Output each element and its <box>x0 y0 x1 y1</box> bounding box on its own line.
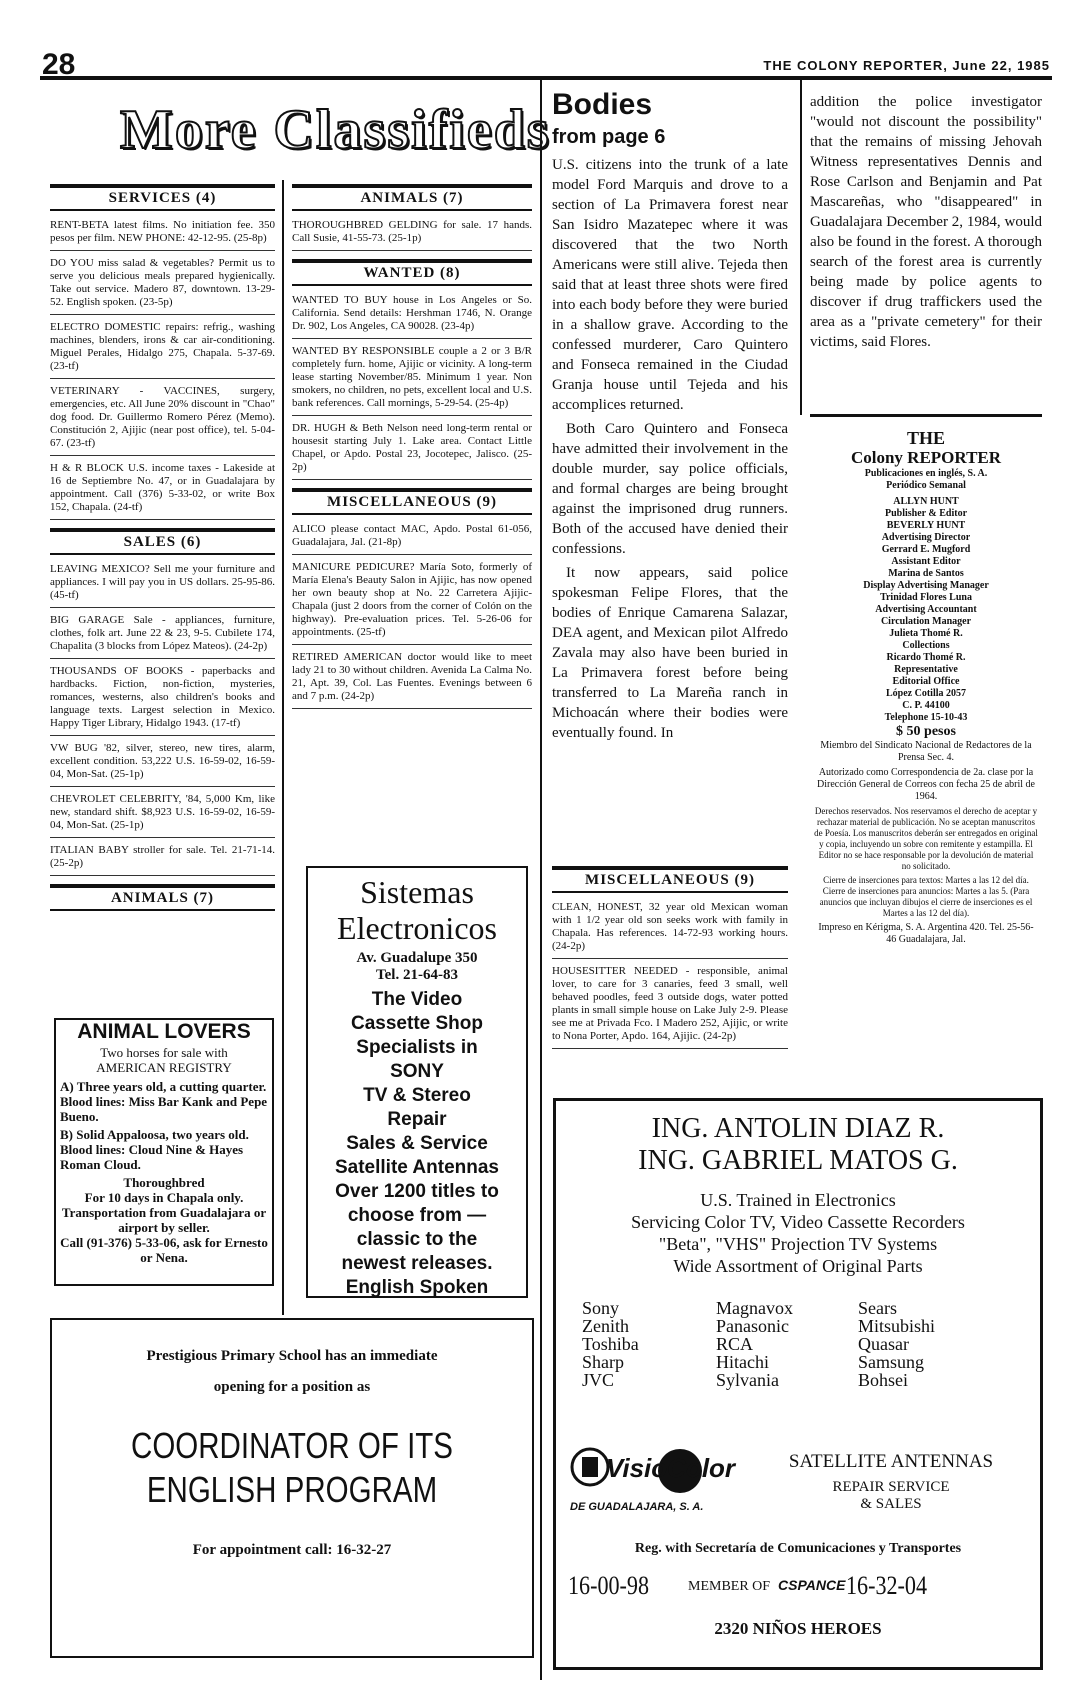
brand: Bohsei <box>858 1370 909 1390</box>
column-rule <box>282 180 284 1315</box>
school-ad-phone: For appointment call: 16-32-27 <box>192 1542 392 1558</box>
top-rule <box>40 76 1052 80</box>
sistemas-address: Av. Guadalupe 350 <box>356 950 478 966</box>
ad-line: Servicing Color TV, Video Cassette Recorders <box>631 1212 965 1232</box>
visiocolor-logo-sub: DE GUADALAJARA, S. A. <box>570 1501 704 1513</box>
school-ad-headline: COORDINATOR OF ITS <box>130 1425 454 1466</box>
classified-ad: VW BUG '82, silver, stereo, new tires, alarm, excellent condition. 53,222 U.S. 16-59-02, 16-59-04, Mon-Sat. (25-1p) <box>50 742 275 787</box>
phone-number: 16-32-04 <box>846 1571 928 1600</box>
sistemas-line: Satellite Antennas <box>334 1157 499 1178</box>
brand: Sylvania <box>716 1370 779 1390</box>
masthead-line: Periódico Semanal <box>886 480 966 491</box>
masthead-the: THE <box>906 428 945 448</box>
masthead-line: Autorizado como Correspondencia de 2a. clase por la Dirección General de Correos con fecha 25 de abril de 1964. <box>817 767 1035 802</box>
ad-address: 2320 NIÑOS HEROES <box>714 1619 882 1638</box>
masthead-line: ALLYN HUNT <box>893 496 959 507</box>
canitec-logo: CSPANCE <box>778 1577 846 1593</box>
brand-list <box>858 1299 935 1389</box>
bodies-article-continued <box>810 92 1042 356</box>
classified-ad: WANTED TO BUY house in Los Angeles or So. California. Send details: Hershman 1746, N. Orange Dr. 902, Los Angeles, CA 90028. (23-4p) <box>292 294 532 339</box>
brand-list <box>716 1299 793 1389</box>
masthead-line: Advertising Accountant <box>875 604 977 615</box>
classified-ad: LEAVING MEXICO? Sell me your furniture and appliances. I will pay you in US dollars. 25-95-86. (45-tf) <box>50 563 275 608</box>
visiocolor-ad <box>553 1098 1043 1670</box>
sistemas-line: Over 1200 titles to <box>335 1181 499 1202</box>
classified-ad: BIG GARAGE Sale - appliances, furniture, clothes, folk art. June 22 & 23, 9-5. Cubilete 174, Chapalita (3 blocks from López Mateos). (24-2p) <box>50 614 275 659</box>
masthead-line: Display Advertising Manager <box>863 580 989 591</box>
sistemas-line: newest releases. <box>341 1253 493 1274</box>
sistemas-line: Cassette Shop <box>351 1013 483 1034</box>
miscellaneous-heading: MISCELLANEOUS (9) <box>292 488 532 515</box>
animal-lovers-ad <box>54 1018 274 1286</box>
masthead-line: Marina de Santos <box>888 568 964 579</box>
article-paragraph: Both Caro Quintero and Fonseca have admitted their involvement in the double murder, say police officials, and formal charges are being brought against the imprisoned drug runners. Both of the accused have denied their confessions. <box>552 421 788 557</box>
sistemas-line: English Spoken <box>345 1277 489 1298</box>
ad-line: "Beta", "VHS" Projection TV Systems <box>658 1234 938 1254</box>
brand: Sharp <box>582 1352 624 1372</box>
brand: Toshiba <box>582 1334 639 1354</box>
article-paragraph: It now appears, said police spokesman Felipe Flores, that the bodies of Enrique Camarena Salazar, DEA agent, and Mexican pilot Alfredo Zavala may also have been buried in La Primavera forest before being transferred to La Mareña ranch in Michoacán where their bodies were eventually found. In <box>552 565 788 741</box>
ad-line: REPAIR SERVICE <box>832 1479 950 1495</box>
article-paragraph: addition the police investigator "would not discount the possibility" that the remains of missing Jehovah Witness representatives Dennis and Rose Carlson and Benjamin and Pat Mascareñas, who "disappeared" in Guadalajara December 2, 1984, would also be found in the forest. A thorough search of the forest area is currently being made by police agents to discover if drug traffickers used the area as a "private cemetery" for their victims, said Flores. <box>810 94 1042 350</box>
classified-ad: THOROUGHBRED GELDING for sale. 17 hands. Call Susie, 41-55-73. (25-1p) <box>292 219 532 251</box>
ad-line: Wide Assortment of Original Parts <box>673 1256 923 1276</box>
sistemas-line: choose from — <box>347 1205 487 1226</box>
masthead-line: Publicaciones en inglés, S. A. <box>864 468 988 479</box>
article-title: Bodies <box>552 88 653 121</box>
classified-ad: ELECTRO DOMESTIC repairs: refrig., washing machines, blenders, irons & car air-conditioning. Miguel Perales, Hidalgo 275, Chapala. 5-37-69. (23-tf) <box>50 321 275 379</box>
animal-lovers-title: ANIMAL LOVERS <box>77 1020 251 1043</box>
ad-line: SATELLITE ANTENNAS <box>788 1451 994 1472</box>
sistemas-electronicos-ad <box>306 866 528 1298</box>
masthead-name: Colony REPORTER <box>850 448 1002 467</box>
animal-lovers-item: A) Three years old, a cutting quarter. Blood lines: Miss Bar Kank and Pepe Bueno. <box>60 1079 268 1124</box>
column-2 <box>292 176 532 715</box>
brand: Sears <box>858 1298 897 1318</box>
classified-ad: DR. HUGH & Beth Nelson need long-term rental or housesit starting July 1. Lake area. Contact Little Chapel, or Apdo. Postal 23, Jocotepec, Jalisco. (25-2p) <box>292 422 532 480</box>
visiocolor-logo <box>568 1431 738 1521</box>
ad-line: Reg. with Secretaría de Comunicaciones y Transportes <box>634 1541 962 1556</box>
classifieds-title: More Classifieds <box>120 99 551 161</box>
miscellaneous-heading: MISCELLANEOUS (9) <box>552 866 788 893</box>
masthead-line: Assistant Editor <box>891 556 961 567</box>
page-number: 28 <box>42 48 76 81</box>
masthead-line: Circulation Manager <box>880 616 972 627</box>
animal-lovers-line: Call (91-376) 5-33-06, ask for Ernesto or Nena. <box>60 1235 268 1265</box>
brand-list <box>582 1299 639 1389</box>
brand: Hitachi <box>716 1352 769 1372</box>
sistemas-line: classic to the <box>356 1229 478 1250</box>
animal-lovers-item: B) Solid Appaloosa, two years old. Blood lines: Cloud Nine & Hayes Roman Cloud. <box>60 1127 249 1172</box>
classified-ad: MANICURE PEDICURE? María Soto, formerly of María Elena's Beauty Salon in Ajijic, has now opened her own beauty shop at No. 22 Carretera Ajijic-Chapala (just 2 doors from the corner of Colón on the highway). Pre-evaluation prices. Tel. 5-26-06 for appointments. (25-tf) <box>292 561 532 645</box>
engineer-name: ING. GABRIEL MATOS G. <box>638 1145 958 1176</box>
masthead-line: Impreso en Kérigma, S. A. Argentina 420. Tel. 25-56-46 Guadalajara, Jal. <box>818 922 1034 945</box>
services-heading: SERVICES (4) <box>50 184 275 211</box>
column-1 <box>50 176 275 919</box>
classified-ad: CLEAN, HONEST, 32 year old Mexican woman with 1 1/2 year old son seeks work with family in Chapala. Has references. 14-72-93 working hours. (24-2p) <box>552 901 788 959</box>
rule <box>810 414 1042 417</box>
classified-ad: HOUSESITTER NEEDED - responsible, animal lover, to care for 3 canaries, feed 3 small, well behaved poodles, feed 3 outside dogs, water potted plants in small simple house on Lake July 2-9. Please see me at Privada Fco. I Madero 252, Ajijic, or write to Nona Porter, Apdo. 164, Ajijic. (24-2p) <box>552 965 788 1049</box>
masthead-line: Miembro del Sindicato Nacional de Redactores de la Prensa Sec. 4. <box>820 740 1032 763</box>
brand: Quasar <box>858 1334 909 1354</box>
column-3-classifieds <box>552 858 788 1055</box>
school-ad-line: Prestigious Primary School has an immediate <box>146 1348 438 1364</box>
masthead-price: $ 50 pesos <box>896 724 956 739</box>
masthead-line: Publisher & Editor <box>884 508 968 519</box>
masthead-line: Derechos reservados. Nos reservamos el derecho de aceptar y rechazar material de publicación. No se aceptan manuscritos de Poesía. Los manuscritos deberán ser entregados en original y copia, incluyendo un sobre con remitente y estampilla. El Editor no se hace responsable por la devolución de material no solicitado. <box>814 806 1038 871</box>
masthead-line: Cierre de inserciones para textos: Martes a las 12 del día. Cierre de inserciones para anuncios: Martes a las 5. (Para anuncios que incluyan dibujos el cierre de inserciones es el Martes a las 12 del día). <box>819 875 1033 918</box>
classified-ad: H & R BLOCK U.S. income taxes - Lakeside at 16 de Septiembre No. 47, or in Guadalajara by appointment. Call (376) 5-33-02, or write Box 152, Chapala. (24-tf) <box>50 462 275 520</box>
masthead <box>814 428 1038 946</box>
animal-lovers-line: AMERICAN REGISTRY <box>96 1060 232 1075</box>
sistemas-line: SONY <box>390 1061 444 1082</box>
sistemas-line: Sales & Service <box>346 1133 488 1154</box>
bodies-article <box>552 88 788 747</box>
masthead-line: Collections <box>902 640 950 651</box>
article-subtitle: from page 6 <box>552 126 666 148</box>
masthead-line: López Cotilla 2057 <box>886 688 966 699</box>
classified-ad: VETERINARY - VACCINES, surgery, emergencies, etc. All June 20% discount in "Chao" dog food. Dr. Guillermo Romero Pérez (Memo). Constitución 2, Ajijic (near post office), tel. 5-04-67. (23-tf) <box>50 385 275 456</box>
brand: Sony <box>582 1298 620 1318</box>
classified-ad: WANTED BY RESPONSIBLE couple a 2 or 3 B/R completely furn. home, Ajijic or vicinity. A long-term lease starting November/85. Minimum 1 year. Non smokers, no children, no pets, excellent local and U.S. bank references. Call mornings, 5-29-54. (25-4p) <box>292 345 532 416</box>
classified-ad: RENT-BETA latest films. No initiation fee. 350 pesos per film. NEW PHONE: 42-12-95. (25-8p) <box>50 219 275 251</box>
brand: Zenith <box>582 1316 629 1336</box>
animal-lovers-line: Two horses for sale with <box>100 1045 228 1060</box>
brand: RCA <box>716 1334 754 1354</box>
classified-ad: THOUSANDS OF BOOKS - paperbacks and hardbacks. Fiction, non-fiction, mysteries, romances, westerns, also children's books and language texts. Largest selection in Mexico. Happy Tiger Library, Hidalgo 1943. (17-tf) <box>50 665 275 736</box>
masthead-line: Ricardo Thomé R. <box>886 652 966 663</box>
school-ad-line: opening for a position as <box>213 1379 371 1395</box>
masthead-line: Julieta Thomé R. <box>889 628 963 639</box>
animals-heading: ANIMALS (7) <box>50 884 275 911</box>
brand: Samsung <box>858 1352 925 1372</box>
member-label: MEMBER OF <box>688 1579 771 1594</box>
sistemas-line: The Video <box>371 989 463 1010</box>
sistemas-line: Repair <box>387 1109 447 1130</box>
publication-line: THE COLONY REPORTER, June 22, 1985 <box>763 58 1050 73</box>
masthead-line: Telephone 15-10-43 <box>884 712 968 723</box>
classified-ad: RETIRED AMERICAN doctor would like to meet lady 21 to 30 without children. Avenida La Calma No. 21, Apt. 39, Col. Las Fuentes. Evenings between 6 and 7 p.m. (24-2p) <box>292 651 532 709</box>
sistemas-tel: Tel. 21-64-83 <box>376 967 458 983</box>
school-ad <box>50 1318 534 1658</box>
classified-ad: CHEVROLET CELEBRITY, '84, 5,000 Km, like new, standard shift. $8,923 U.S. 16-59-02, 16-59-04, Mon-Sat. (25-1p) <box>50 793 275 838</box>
masthead-line: Trinidad Flores Luna <box>880 592 972 603</box>
sistemas-line: Sistemas <box>360 874 474 910</box>
masthead-line: Editorial Office <box>892 676 960 687</box>
school-ad-headline: ENGLISH PROGRAM <box>146 1469 438 1510</box>
masthead-line: Advertising Director <box>881 532 971 543</box>
brand: Mitsubishi <box>858 1316 936 1336</box>
sistemas-line: TV & Stereo <box>363 1085 471 1106</box>
column-rule <box>540 80 542 1680</box>
brand: Panasonic <box>716 1316 789 1336</box>
ad-line: U.S. Trained in Electronics <box>700 1190 896 1210</box>
wanted-heading: WANTED (8) <box>292 259 532 286</box>
classified-ad: DO YOU miss salad & vegetables? Permit us to serve you delicious meals prepared hygienically. Take out service. Madero 87, downtown. 13-29-52. English spoken. (23-5p) <box>50 257 275 315</box>
sistemas-line: Specialists in <box>356 1037 478 1058</box>
phone-number: 16-00-98 <box>568 1571 650 1600</box>
brand: Magnavox <box>716 1298 793 1318</box>
ad-line: & SALES <box>860 1496 922 1512</box>
masthead-line: Gerrard E. Mugford <box>881 544 971 555</box>
classified-ad: ALICO please contact MAC, Apdo. Postal 61-056, Guadalajara, Jal. (21-8p) <box>292 523 532 555</box>
brand: JVC <box>582 1370 615 1390</box>
classified-ad: ITALIAN BABY stroller for sale. Tel. 21-71-14. (25-2p) <box>50 844 275 876</box>
article-paragraph: U.S. citizens into the trunk of a late model Ford Marquis and drove to a section of La Primavera forest near San Isidro Mazatepec where it was discovered that the two North Americans were still alive. Tejeda then said that at least three shots were fired into each body before they were buried in a shallow grave. According to the confessed murderer, Caro Quintero and Fonseca remained in the Ciudad Granja house until Tejeda and his accomplices returned. <box>552 157 788 413</box>
masthead-line: BEVERLY HUNT <box>886 520 966 531</box>
satellite-block <box>746 1451 1036 1513</box>
visiocolor-logo-text: VisioColor <box>606 1453 736 1483</box>
column-rule <box>800 80 802 415</box>
masthead-line: C. P. 44100 <box>902 700 950 711</box>
animals-heading: ANIMALS (7) <box>292 184 532 211</box>
sistemas-line: Electronicos <box>337 910 497 946</box>
animal-lovers-line: For 10 days in Chapala only. <box>84 1190 244 1205</box>
masthead-line: Representative <box>894 664 958 675</box>
animal-lovers-line: Transportation from Guadalajara or airport by seller. <box>61 1205 267 1235</box>
sales-heading: SALES (6) <box>50 528 275 555</box>
animal-lovers-line: Thoroughbred <box>123 1175 205 1190</box>
engineer-name: ING. ANTOLIN DIAZ R. <box>651 1113 945 1144</box>
